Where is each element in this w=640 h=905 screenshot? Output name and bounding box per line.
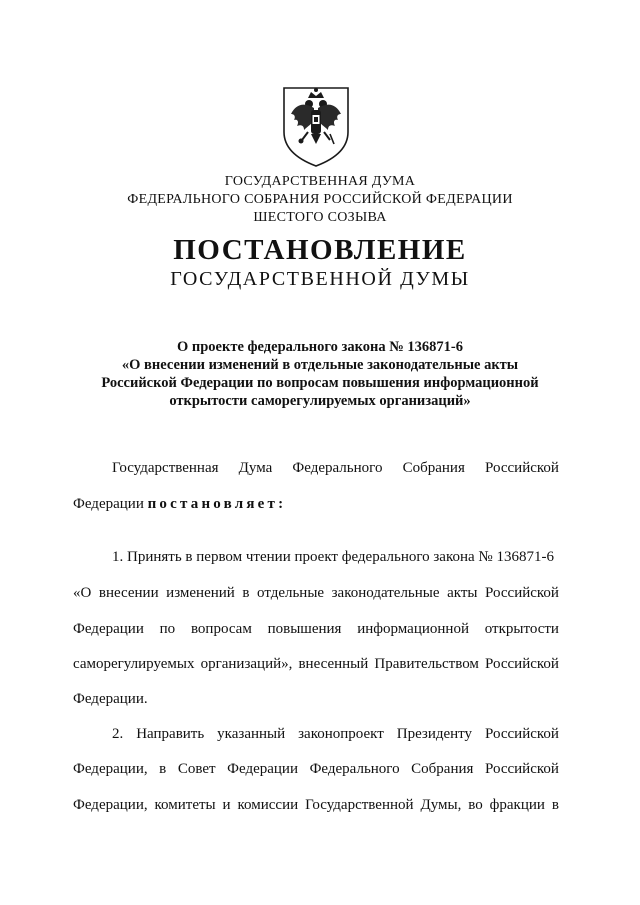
state-emblem-icon	[278, 84, 354, 168]
word: Правительством	[374, 656, 479, 672]
word: Российской	[485, 726, 559, 742]
word: Российской	[485, 585, 559, 601]
word: Президенту	[396, 726, 473, 742]
item2-line-1	[112, 725, 559, 743]
word: организаций»,	[200, 656, 293, 672]
word: 2.	[112, 726, 124, 742]
word: Российской	[485, 460, 559, 476]
item1-line-5: Федерации.	[73, 691, 148, 707]
word: Совет	[177, 761, 216, 777]
word: саморегулируемых	[73, 656, 195, 672]
intro-line-2	[73, 495, 286, 513]
word: комиссии	[237, 797, 299, 813]
word: в	[159, 761, 167, 777]
word: фракции	[489, 797, 545, 813]
word: отдельные	[257, 585, 325, 601]
item1-line-3	[73, 620, 559, 638]
document-title: ПОСТАНОВЛЕНИЕ	[173, 234, 467, 266]
word: вопросам	[190, 621, 252, 637]
word: Государственной	[305, 797, 414, 813]
item2-line-2	[73, 760, 559, 778]
word: в	[242, 585, 250, 601]
org-name-line-1: ГОСУДАРСТВЕННАЯ ДУМА	[224, 174, 416, 189]
word: Российской	[485, 761, 559, 777]
word: информационной	[357, 621, 469, 637]
document-subtitle: ГОСУДАРСТВЕННОЙ ДУМЫ	[170, 268, 470, 290]
word: и	[222, 797, 231, 813]
word: внесенный	[298, 656, 369, 672]
word: Федерального	[292, 460, 383, 476]
word: во	[468, 797, 483, 813]
word: законодательные	[331, 585, 440, 601]
word: Российской	[485, 656, 559, 672]
word: изменений	[166, 585, 235, 601]
subject-line-1: О проекте федерального закона № 136871-6	[176, 339, 464, 355]
word: Собрания	[402, 460, 465, 476]
org-name-line-2: ФЕДЕРАЛЬНОГО СОБРАНИЯ РОССИЙСКОЙ ФЕДЕРАЦИИ	[127, 192, 513, 207]
intro-line-1	[112, 459, 559, 477]
word: Федерации	[227, 761, 298, 777]
word: указанный	[217, 726, 286, 742]
decree-word: постановляет:	[147, 496, 287, 512]
word: акты	[447, 585, 478, 601]
subject-line-4: открытости саморегулируемых организаций»	[169, 393, 471, 409]
word: Дума	[238, 460, 273, 476]
item1-line-1: 1. Принять в первом чтении проект федерального закона № 136871-6	[112, 549, 554, 565]
word: Собрания	[411, 761, 474, 777]
subject-line-2: «О внесении изменений в отдельные законодательные акты	[121, 357, 519, 373]
word: Направить	[136, 726, 205, 742]
word: в	[551, 797, 559, 813]
convocation-line: ШЕСТОГО СОЗЫВА	[253, 210, 387, 225]
word: Федерации,	[73, 797, 148, 813]
word: Федерации,	[73, 761, 148, 777]
word: Федерации	[73, 621, 144, 637]
word: открытости	[484, 621, 559, 637]
intro-text: Федерации	[73, 496, 144, 512]
word: Думы,	[420, 797, 462, 813]
item2-line-3	[73, 796, 559, 814]
word: повышения	[267, 621, 342, 637]
word: законопроект	[298, 726, 384, 742]
item1-line-2	[73, 584, 559, 602]
word: внесении	[98, 585, 159, 601]
word: Федерального	[309, 761, 400, 777]
word: Государственная	[112, 460, 219, 476]
word: комитеты	[154, 797, 216, 813]
item1-line-4	[73, 655, 559, 673]
word: «О	[73, 585, 92, 601]
subject-line-3: Российской Федерации по вопросам повышения информационной	[101, 375, 539, 391]
word: по	[159, 621, 176, 637]
